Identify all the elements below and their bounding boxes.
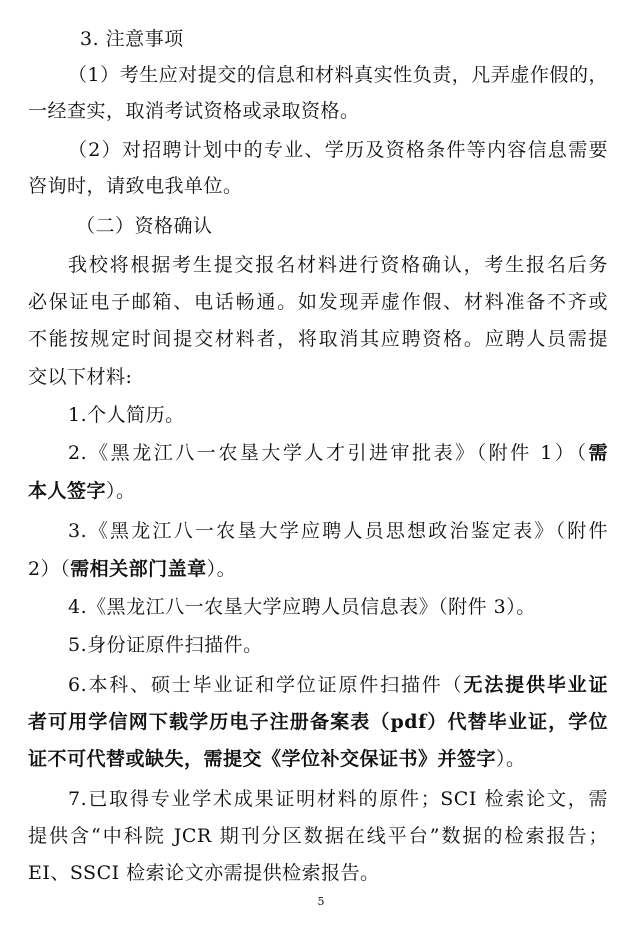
- material-6-text: 6.本科、硕士毕业证和学位证原件扫描件（: [68, 674, 464, 696]
- material-6-close: ）。: [496, 748, 526, 770]
- material-2-close: ）。: [106, 480, 136, 502]
- material-1: 1.个人简历。: [68, 404, 185, 426]
- material-5: 5.身份证原件扫描件。: [68, 634, 263, 656]
- material-2-line-1: [68, 440, 608, 466]
- intro-line-4: 交以下材料:: [28, 366, 133, 388]
- material-6-bold-start: 无法提供毕业证: [463, 674, 608, 696]
- intro-line-2: 必保证电子邮箱、电话畅通。如发现弄虚作假、材料准备不齐或: [28, 291, 608, 313]
- material-2-line-2: [28, 478, 608, 504]
- note-1-line-2: 一经查实，取消考试资格或录取资格。: [28, 100, 360, 122]
- material-3-line-2: [28, 556, 608, 582]
- material-7-line-2: 提供含“中科院 JCR 期刊分区数据在线平台”数据的检索报告；: [28, 825, 608, 847]
- material-7-line-3: EI、SSCI 检索论文亦需提供检索报告。: [28, 862, 380, 884]
- material-3-line-1: 3.《黑龙江八一农垦大学应聘人员思想政治鉴定表》（附件: [68, 520, 608, 542]
- material-7-line-1: 7.已取得专业学术成果证明材料的原件；SCI 检索论文，需: [68, 788, 608, 810]
- heading-notes: 3. 注意事项: [80, 28, 184, 50]
- material-3-open: 2）（: [28, 558, 71, 580]
- section-qualification-heading: （二）资格确认: [76, 215, 213, 237]
- note-2-line-1: （2）对招聘计划中的专业、学历及资格条件等内容信息需要: [68, 139, 608, 161]
- material-3-bold: 需相关部门盖章: [70, 558, 207, 580]
- material-2-bold-start: 需: [588, 442, 608, 464]
- material-6-line-1: [68, 672, 608, 698]
- material-6-line-3: [28, 746, 608, 772]
- intro-line-3: 不能按规定时间提交材料者，将取消其应聘资格。应聘人员需提: [28, 328, 608, 350]
- note-2-line-2: 咨询时，请致电我单位。: [28, 175, 243, 197]
- material-3-close: ）。: [206, 558, 237, 580]
- page-number: 5: [317, 895, 325, 908]
- material-6-bold-end: 证不可代替或缺失，需提交《学位补交保证书》并签字: [28, 748, 497, 770]
- material-2-text: 2.《黑龙江八一农垦大学人才引进审批表》（附件 1）（: [68, 442, 589, 464]
- material-6-line-2: 者可用学信网下载学历电子注册备案表（pdf）代替毕业证，学位: [28, 711, 608, 733]
- material-2-bold-end: 本人签字: [28, 480, 107, 502]
- note-1-line-1: （1）考生应对提交的信息和材料真实性负责，凡弄虚作假的，: [68, 64, 608, 86]
- intro-line-1: 我校将根据考生提交报名材料进行资格确认，考生报名后务: [68, 254, 608, 276]
- material-4: 4.《黑龙江八一农垦大学应聘人员信息表》（附件 3）。: [68, 596, 536, 618]
